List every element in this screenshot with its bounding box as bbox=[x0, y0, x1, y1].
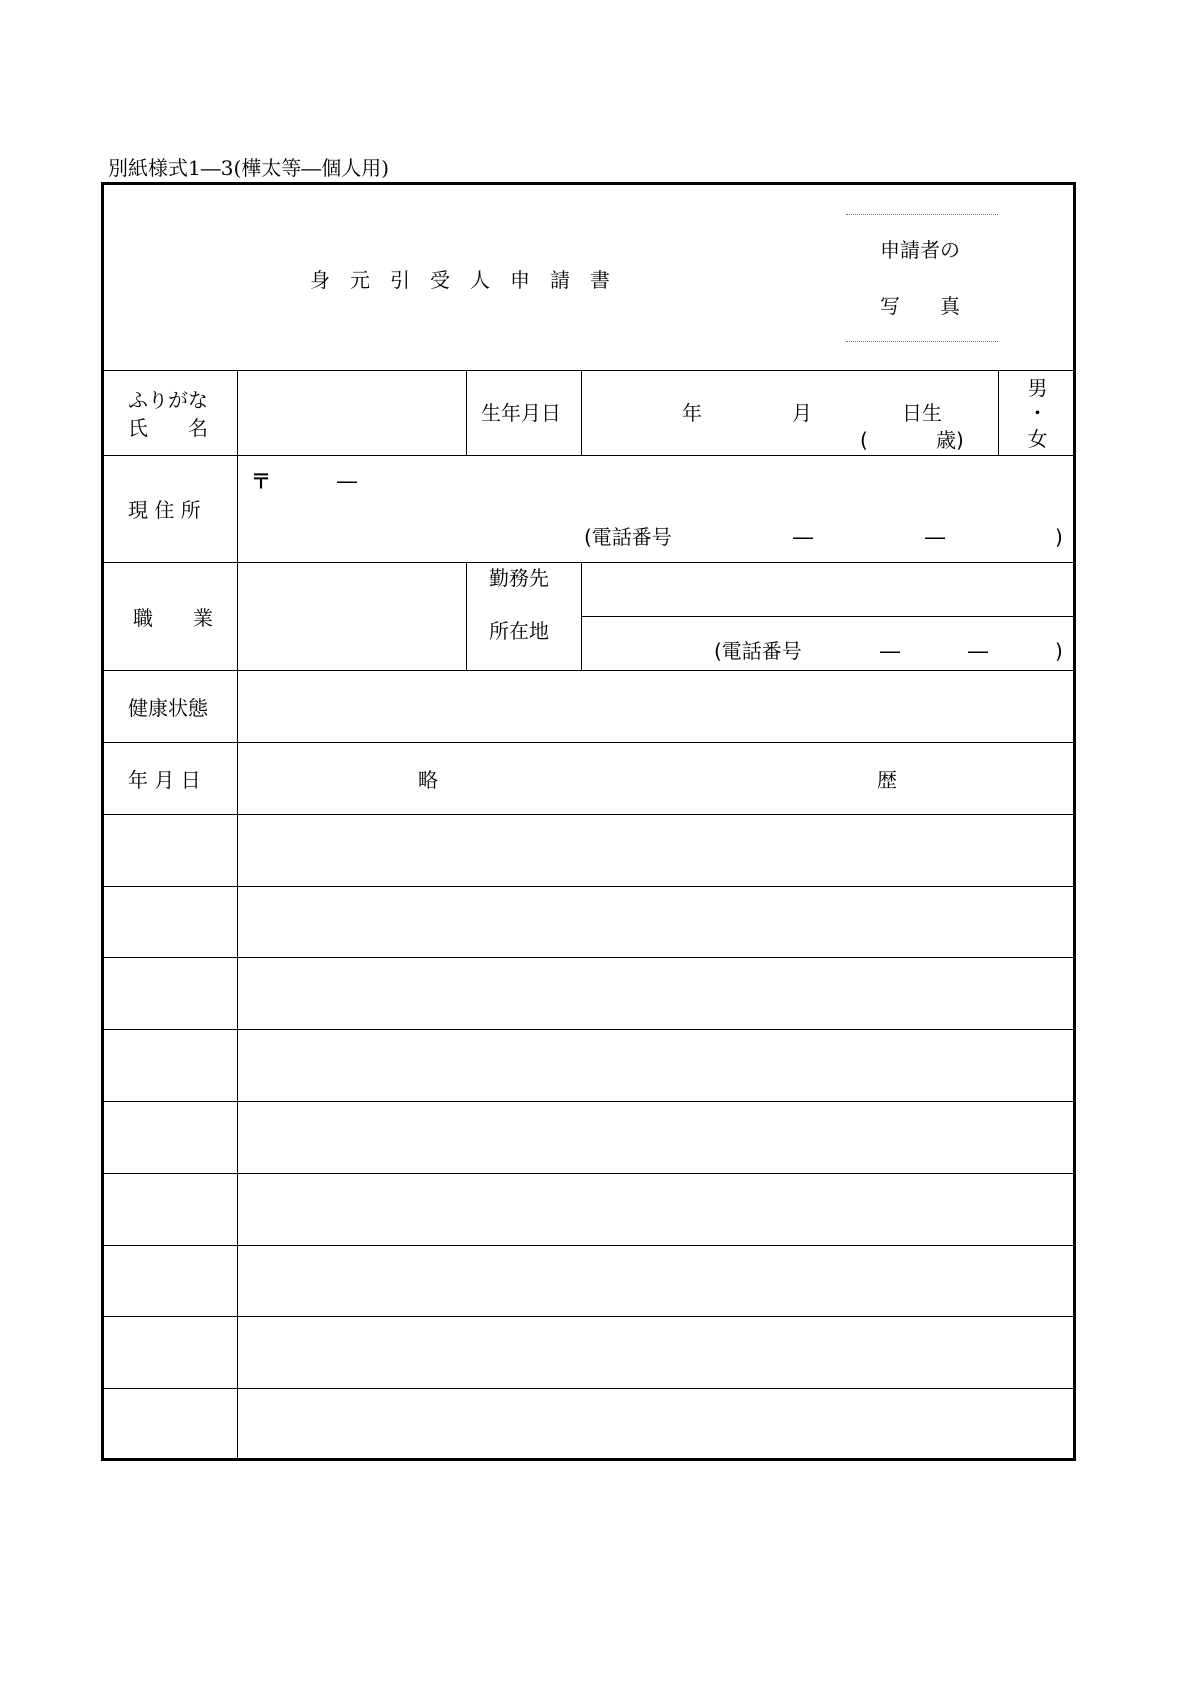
sex-female: 女 bbox=[1027, 427, 1048, 451]
address-phone-close: ) bbox=[1055, 525, 1063, 549]
history-row[interactable] bbox=[239, 959, 1074, 1029]
history-row[interactable] bbox=[239, 1103, 1074, 1173]
rule-label-column bbox=[237, 371, 238, 1458]
rule-history-6 bbox=[103, 1245, 1075, 1246]
history-row[interactable] bbox=[239, 1175, 1074, 1245]
postal-dash: ― bbox=[337, 469, 357, 493]
age-unit: 歳) bbox=[936, 428, 964, 452]
form-title: 身 元 引 受 人 申 請 書 bbox=[310, 268, 610, 292]
rule-occupation-divider2 bbox=[581, 563, 582, 670]
rule-history-4 bbox=[103, 1101, 1075, 1102]
work-phone-dash2: ― bbox=[968, 639, 988, 663]
rule-history-8 bbox=[103, 1388, 1075, 1389]
work-phone-close: ) bbox=[1055, 639, 1063, 663]
workplace-label: 勤務先 bbox=[489, 566, 549, 590]
occupation-label: 職 業 bbox=[133, 606, 213, 630]
work-phone-dash1: ― bbox=[880, 639, 900, 663]
rule-history-3 bbox=[103, 1029, 1075, 1030]
history-row[interactable] bbox=[239, 1318, 1074, 1388]
age-open-paren: ( bbox=[860, 428, 868, 452]
sex-male: 男 bbox=[1027, 376, 1048, 400]
rule-address-row bbox=[103, 562, 1075, 563]
history-date-label: 年 月 日 bbox=[128, 768, 201, 792]
photo-box-bottom-border bbox=[846, 341, 998, 342]
name-label: 氏 名 bbox=[128, 416, 208, 440]
rule-birth-divider bbox=[581, 371, 582, 455]
address-label: 現 住 所 bbox=[128, 498, 201, 522]
rule-history-header bbox=[103, 814, 1075, 815]
rule-name-row bbox=[103, 455, 1075, 456]
rule-name-divider bbox=[466, 371, 467, 455]
history-row[interactable] bbox=[239, 1247, 1074, 1316]
rule-top-section bbox=[103, 370, 1075, 371]
postal-mark-icon: 〒 bbox=[251, 469, 271, 493]
history-header-col1: 略 bbox=[418, 768, 438, 792]
birth-month-unit: 月 bbox=[792, 401, 812, 425]
photo-box-line1: 申請者の bbox=[880, 238, 960, 262]
history-row[interactable] bbox=[239, 1031, 1074, 1101]
address-phone-label: (電話番号 bbox=[584, 525, 672, 549]
form-number-label: 別紙様式1―3(樺太等―個人用) bbox=[108, 156, 390, 180]
rule-occupation-mid bbox=[582, 616, 1075, 617]
rule-history-5 bbox=[103, 1173, 1075, 1174]
health-status-label: 健康状態 bbox=[128, 696, 208, 720]
photo-box-line2: 写 真 bbox=[880, 294, 960, 318]
rule-sex-divider bbox=[998, 371, 999, 455]
rule-occupation-row bbox=[103, 670, 1075, 671]
history-row[interactable] bbox=[239, 888, 1074, 957]
rule-history-1 bbox=[103, 886, 1075, 887]
location-label: 所在地 bbox=[489, 619, 549, 643]
rule-occupation-divider1 bbox=[466, 563, 467, 670]
birth-year-unit: 年 bbox=[682, 401, 702, 425]
sex-separator: ・ bbox=[1027, 401, 1048, 425]
rule-history-2 bbox=[103, 957, 1075, 958]
furigana-label: ふりがな bbox=[128, 388, 208, 412]
history-row[interactable] bbox=[239, 816, 1074, 886]
address-phone-dash2: ― bbox=[925, 525, 945, 549]
work-phone-label: (電話番号 bbox=[714, 639, 802, 663]
birth-day-unit: 日生 bbox=[902, 401, 942, 425]
address-phone-dash1: ― bbox=[793, 525, 813, 549]
rule-history-7 bbox=[103, 1316, 1075, 1317]
history-header-col2: 歴 bbox=[877, 768, 897, 792]
photo-box-top-border bbox=[846, 214, 998, 215]
history-row[interactable] bbox=[239, 1390, 1074, 1458]
rule-health-row bbox=[103, 742, 1075, 743]
birthdate-label: 生年月日 bbox=[481, 401, 561, 425]
